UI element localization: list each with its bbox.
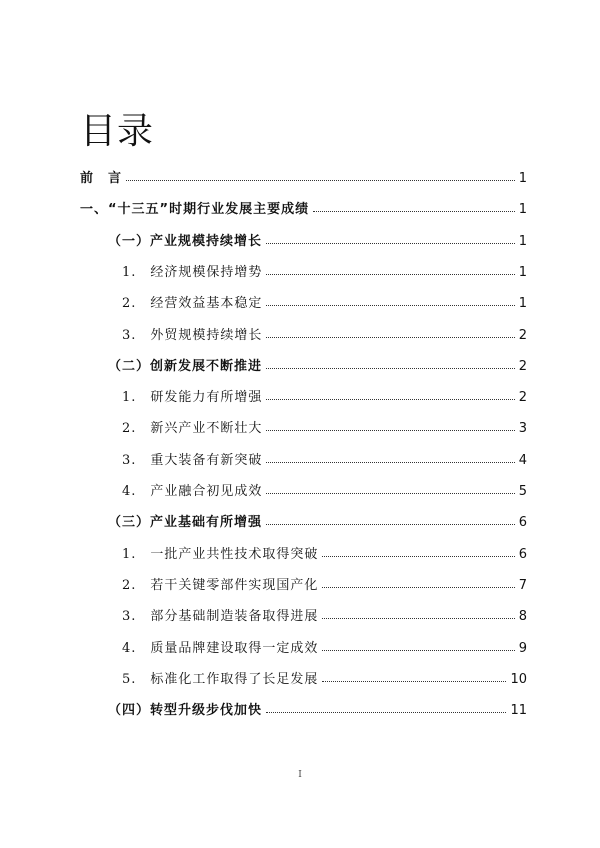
toc-entry[interactable] xyxy=(122,323,527,343)
toc-entry[interactable] xyxy=(122,448,527,468)
toc-leader-dots xyxy=(266,492,514,494)
toc-entry-page-number: 3 xyxy=(518,421,527,437)
page-title: 目录 xyxy=(80,111,155,152)
toc-leader-dots xyxy=(266,242,515,244)
footer-page-number: I xyxy=(298,770,302,780)
toc-entry-label: 一、“十三五”时期行业发展主要成绩 xyxy=(80,202,310,218)
toc-entry[interactable] xyxy=(122,573,527,593)
toc-entry-page-number: 1 xyxy=(518,171,527,186)
toc-entry-label: 4. 质量品牌建设取得一定成效 xyxy=(122,640,319,656)
toc-leader-dots xyxy=(322,586,514,588)
toc-leader-dots xyxy=(266,273,514,275)
toc-leader-dots xyxy=(266,398,514,400)
toc-entry[interactable] xyxy=(108,354,527,374)
toc-entry-page-number: 2 xyxy=(518,358,527,374)
toc-entry[interactable] xyxy=(122,291,527,311)
toc-entry-label: 2. 若干关键零部件实现国产化 xyxy=(122,577,319,593)
toc-entry-page-number: 5 xyxy=(518,484,527,499)
toc-entry-label: （一）产业规模持续增长 xyxy=(108,233,263,249)
toc-entry-page-number: 1 xyxy=(518,202,527,218)
toc-entry-page-number: 2 xyxy=(518,327,527,343)
toc-entry-page-number: 1 xyxy=(518,296,527,312)
toc-entry-label: 3. 重大装备有新突破 xyxy=(122,452,263,468)
toc-entry-label: （三）产业基础有所增强 xyxy=(108,515,263,531)
toc-entry[interactable] xyxy=(108,229,527,249)
toc-leader-dots xyxy=(266,304,514,306)
toc-entry-page-number: 9 xyxy=(518,640,527,656)
toc-entry-label: （四）转型升级步伐加快 xyxy=(108,703,263,719)
toc-entry[interactable] xyxy=(108,698,527,718)
toc-entry-page-number: 11 xyxy=(510,703,527,719)
toc-entry[interactable] xyxy=(108,510,527,530)
toc-entry[interactable] xyxy=(122,416,527,436)
toc-entry-label: 3. 部分基础制造装备取得进展 xyxy=(122,609,319,625)
toc-entry-page-number: 2 xyxy=(518,390,527,406)
toc-leader-dots xyxy=(322,555,514,557)
toc-leader-dots xyxy=(126,179,515,181)
toc-leader-dots xyxy=(322,649,514,651)
toc-leader-dots xyxy=(266,461,514,463)
toc-entry[interactable] xyxy=(122,604,527,624)
toc-entry[interactable] xyxy=(122,636,527,656)
toc-entry-page-number: 4 xyxy=(518,452,527,468)
toc-entry-page-number: 6 xyxy=(518,546,527,562)
toc-entry[interactable] xyxy=(122,479,527,499)
toc-entry[interactable] xyxy=(122,667,527,687)
toc-entry-page-number: 1 xyxy=(518,264,527,280)
toc-leader-dots xyxy=(322,617,514,619)
toc-entry-label: 5. 标准化工作取得了长足发展 xyxy=(122,671,319,687)
toc-entry[interactable] xyxy=(122,385,527,405)
toc-entry-label: 4. 产业融合初见成效 xyxy=(122,484,263,499)
toc-entry-label: 1. 一批产业共性技术取得突破 xyxy=(122,546,319,562)
toc-entry[interactable] xyxy=(80,197,527,217)
toc-entry-page-number: 1 xyxy=(518,233,527,249)
toc-entry-page-number: 7 xyxy=(518,577,527,593)
toc-entry[interactable] xyxy=(80,166,527,186)
toc-leader-dots xyxy=(266,429,514,431)
toc-entry-label: （二）创新发展不断推进 xyxy=(108,358,263,374)
toc-leader-dots xyxy=(266,367,515,369)
toc-entry-label: 3. 外贸规模持续增长 xyxy=(122,327,263,343)
toc-entry-label: 2. 经营效益基本稳定 xyxy=(122,296,263,312)
toc-leader-dots xyxy=(266,523,515,525)
toc-entry-label: 1. 经济规模保持增势 xyxy=(122,264,263,280)
toc-leader-dots xyxy=(313,210,515,212)
toc-leader-dots xyxy=(266,711,506,713)
toc-entry[interactable] xyxy=(122,260,527,280)
toc-leader-dots xyxy=(266,336,514,338)
toc-entry[interactable] xyxy=(122,542,527,562)
toc-entry-label: 前 言 xyxy=(80,171,123,186)
toc-entry-label: 1. 研发能力有所增强 xyxy=(122,390,263,406)
toc-entry-page-number: 6 xyxy=(518,515,527,531)
toc-entry-label: 2. 新兴产业不断壮大 xyxy=(122,421,263,437)
toc-entry-page-number: 8 xyxy=(518,609,527,625)
toc-leader-dots xyxy=(322,680,506,682)
toc-entry-page-number: 10 xyxy=(510,671,527,687)
